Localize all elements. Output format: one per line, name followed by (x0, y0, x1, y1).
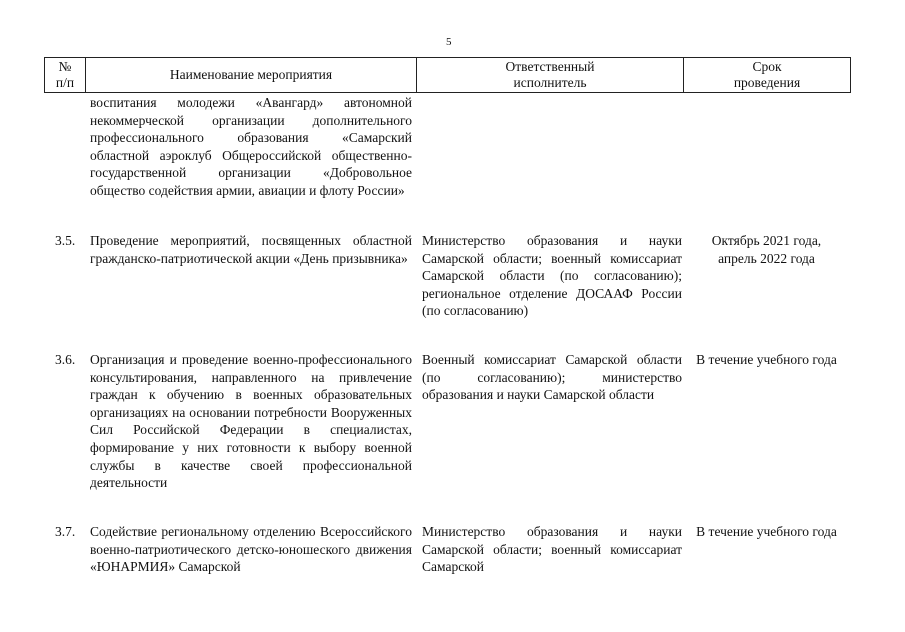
header-cell-name (86, 57, 417, 93)
row-event-name: Проведение мероприятий, посвященных областной гражданско-патриотической акции «День призывника» (90, 233, 412, 266)
header-cell-term (684, 57, 851, 93)
row-number: 3.5. (55, 233, 76, 248)
continuation-text: воспитания молодежи «Авангард» автономной некоммерческой организации дополнительного профессионального образования «Самарский областной аэроклуб Общероссийской общественно-государственной организации «Добровольное общество содействия армии, авиации и флоту России» (90, 95, 412, 198)
row-responsible: Министерство образования и науки Самарской области; военный комиссариат Самарской (422, 524, 682, 575)
header-cell-responsible (417, 57, 684, 93)
page-number: 5 (446, 36, 452, 48)
row-term: В течение учебного года (696, 352, 837, 367)
row-responsible: Министерство образования и науки Самарской области; военный комиссариат Самарской области (по согласованию); региональное отделение ДОСААФ России (по согласованию) (422, 233, 682, 319)
header-responsible-label: Ответственный исполнитель (505, 59, 595, 90)
row-responsible: Военный комиссариат Самарской области (по согласованию); министерство образования и науки Самарской области (422, 352, 682, 403)
row-number: 3.7. (55, 524, 76, 539)
header-cell-number (44, 57, 86, 93)
header-term-label: Срок проведения (733, 59, 801, 90)
row-term: В течение учебного года (696, 524, 837, 539)
header-number-label: № п/п (55, 59, 75, 90)
row-event-name: Содействие региональному отделению Всероссийского военно-патриотического детско-юношеского движения «ЮНАРМИЯ» Самарской (90, 524, 412, 575)
row-number: 3.6. (55, 352, 76, 367)
row-event-name: Организация и проведение военно-профессионального консультирования, направленного на привлечение граждан к обучению в военных образовательных организациях на основании потребности Вооруженных Сил Российской Федерации в специалистах, формирование у них готовности к выбору военной службы в качестве своей профессиональной деятельности (90, 352, 412, 491)
row-term: Октябрь 2021 года, апрель 2022 года (711, 233, 822, 266)
header-name-label: Наименование мероприятия (169, 67, 333, 82)
